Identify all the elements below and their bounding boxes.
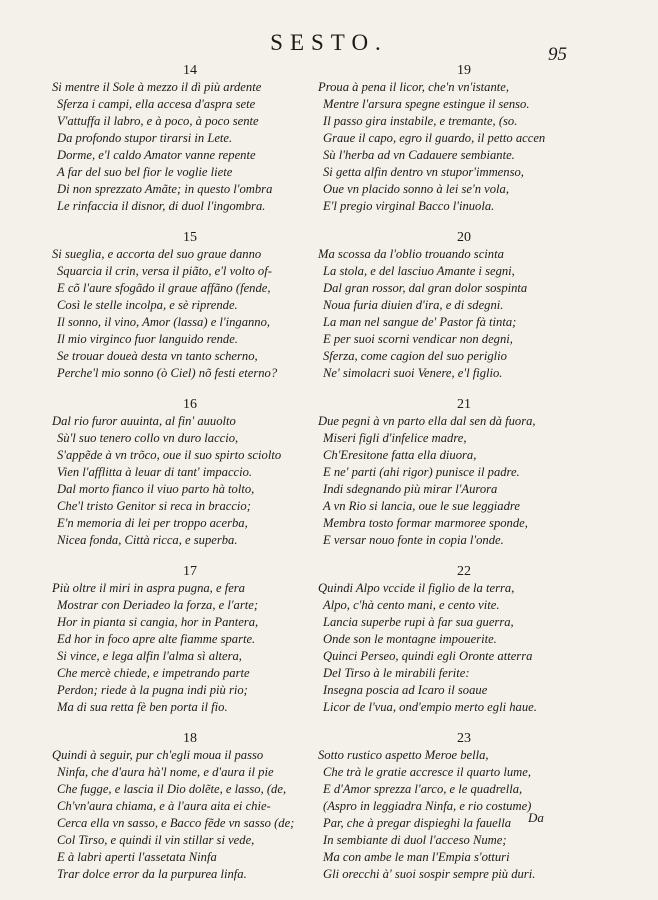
verse-line: E cõ l'aure sfogãdo il graue affãno (fende, [57, 281, 271, 295]
stanza [318, 62, 610, 215]
stanza-gap [52, 382, 328, 396]
verse-line: Ma con ambe le man l'Empia s'otturi [323, 850, 510, 864]
verse-line: Due pegni à vn parto ella dal sen dà fuora, [318, 414, 536, 428]
verse-line: E'n memoria di lei per troppo acerba, [57, 516, 248, 530]
verse-line: Si sueglia, e accorta del suo graue danno [52, 247, 262, 261]
verse-line: Ma di sua retta fè ben porta il fio. [57, 700, 228, 714]
verse-line: Che'l tristo Genitor si reca in braccio; [57, 499, 251, 513]
verse-line: Le rinfaccia il disnor, di duol l'ingombra. [57, 199, 266, 213]
verse-line: Quinci Perseo, quindi egli Oronte atterra [323, 649, 533, 663]
stanza-number: 20 [457, 230, 471, 245]
verse-line: E per suoi scorni vendicar non degni, [323, 332, 513, 346]
verse-line: Il mio virginco fuor languido rende. [57, 332, 238, 346]
verse-line: Proua à pena il licor, che'n vn'istante, [318, 80, 509, 94]
verse-line: Col Tirso, e quindi il vin stillar si vede, [57, 833, 255, 847]
verse-line: Dal morto fianco il viuo parto hà tolto, [57, 482, 255, 496]
verse-line: Quindi Alpo vccide il figlio de la terra, [318, 581, 515, 595]
verse-line: V'attuffa il labro, e à poco, à poco sente [57, 114, 259, 128]
verse-line: Di non sprezzato Amãte; in questo l'ombra [57, 182, 273, 196]
verse-line: Sferza i campi, ella accesa d'aspra sete [57, 97, 256, 111]
stanza-gap [318, 716, 610, 730]
verse-line: Ch'vn'aura chiama, e à l'aura aita ei chie- [57, 799, 271, 813]
stanza-gap [318, 215, 610, 229]
verse-line: Graue il capo, egro il guardo, il petto accen [323, 131, 546, 145]
verse-line: Ninfa, che d'aura hà'l nome, e d'aura il pie [57, 765, 274, 779]
verse-line: Il passo gira instabile, e tremante, (so. [323, 114, 518, 128]
stanza-number: 15 [183, 230, 197, 245]
stanza [52, 62, 328, 215]
verse-line: La man nel sangue de' Pastor fà tinta; [323, 315, 517, 329]
stanza [318, 396, 610, 549]
verse-line: Che trà le gratie accresce il quarto lume, [323, 765, 531, 779]
verse-line: Gli orecchi à' suoi sospir sempre più duri. [323, 867, 536, 881]
verse-line: Sferza, come cagion del suo periglio [323, 349, 507, 363]
verse-line: Alpo, c'hà cento mani, e cento vite. [323, 598, 500, 612]
verse-line: Ch'Eresitone fatta ella diuora, [323, 448, 477, 462]
catchword: Da [528, 810, 544, 825]
verse-line: Cerca ella vn sasso, e Bacco fẽde vn sasso (de; [57, 816, 295, 830]
verse-line: Hor in pianta si cangia, hor in Pantera, [57, 615, 259, 629]
stanza-gap [318, 382, 610, 396]
verse-line: Ed hor in foco apre alte fiamme sparte. [57, 632, 256, 646]
stanza-number: 19 [457, 63, 471, 78]
verse-line: Più oltre il miri in aspra pugna, e fera [52, 581, 245, 595]
verse-line: Dal rio furor auuinta, al fin' auuolto [52, 414, 236, 428]
verse-line: Onde son le montagne impouerite. [323, 632, 497, 646]
verse-line: Perche'l mio sonno (ò Ciel) nõ festi eterno? [57, 366, 278, 380]
page-number: 95 [548, 44, 567, 65]
stanza-gap [318, 549, 610, 563]
stanza [318, 563, 610, 716]
verse-line: E ne' parti (ahi rigor) punisce il padre. [323, 465, 520, 479]
stanza-gap [52, 215, 328, 229]
verse-line: Indi sdegnando più mirar l'Aurora [323, 482, 498, 496]
verse-line: A far del suo bel fior le voglie liete [57, 165, 233, 179]
verse-line: Oue vn placido sonno à lei se'n vola, [323, 182, 509, 196]
verse-line: Così le stelle incolpa, e sè riprende. [57, 298, 238, 312]
verse-line: Par, che à pregar dispieghi la fauella [323, 816, 512, 830]
verse-line: Membra tosto formar marmoree sponde, [323, 516, 528, 530]
stanza-gap [52, 549, 328, 563]
running-head: SESTO. [270, 30, 388, 55]
verse-line: (Aspro in leggiadra Ninfa, e rio costume) [323, 799, 532, 813]
verse-line: Sù'l suo tenero collo vn duro laccio, [57, 431, 239, 445]
left-column [52, 62, 328, 883]
stanza-number: 21 [457, 397, 471, 412]
stanza [318, 730, 610, 883]
verse-line: Perdon; riede à la pugna indi più rio; [57, 683, 248, 697]
stanza-number: 14 [183, 63, 197, 78]
stanza-number: 23 [457, 731, 471, 746]
verse-line: Del Tirso à le mirabili ferite: [323, 666, 470, 680]
stanza-number: 16 [183, 397, 197, 412]
verse-line: E à labri aperti l'assetata Ninfa [57, 850, 217, 864]
verse-line: Se trouar doueà desta vn tanto scherno, [57, 349, 258, 363]
verse-line: Trar dolce error da la purpurea linfa. [57, 867, 247, 881]
verse-line: A vn Rio si lancia, oue le sue leggiadre [323, 499, 520, 513]
verse-line: Si getta alfin dentro vn stupor'immenso, [323, 165, 524, 179]
verse-line: Mostrar con Deriadeo la forza, e l'arte; [57, 598, 259, 612]
verse-line: Che fugge, e lascia il Dio dolẽte, e lasso, (de, [57, 782, 287, 796]
verse-line: Vien l'afflitta à leuar di tant' impaccio. [57, 465, 253, 479]
stanza-number: 17 [183, 564, 197, 579]
verse-line: Sotto rustico aspetto Meroe bella, [318, 748, 489, 762]
verse-line: Dal gran rossor, dal gran dolor sospinta [323, 281, 528, 295]
stanza [52, 563, 328, 716]
stanza [52, 396, 328, 549]
verse-line: Miseri figli d'infelice madre, [323, 431, 467, 445]
stanza [52, 229, 328, 382]
verse-line: Insegna poscia ad Icaro il soaue [323, 683, 488, 697]
verse-line: Si vince, e lega alfin l'alma sì altera, [57, 649, 242, 663]
stanza-gap [52, 716, 328, 730]
stanza-number: 22 [457, 564, 471, 579]
verse-line: Mentre l'arsura spegne estingue il senso. [323, 97, 530, 111]
verse-line: E'l pregio virginal Bacco l'inuola. [323, 199, 495, 213]
verse-line: Ne' simolacri suoi Venere, e'l figlio. [323, 366, 503, 380]
stanza-number: 18 [183, 731, 197, 746]
verse-line: Squarcia il crin, versa il piãto, e'l volto of- [57, 264, 272, 278]
verse-line: La stola, e del lasciuo Amante i segni, [323, 264, 515, 278]
right-column [318, 62, 610, 883]
verse-line: Che mercè chiede, e impetrando parte [57, 666, 250, 680]
verse-line: Lancia superbe rupi à far sua guerra, [323, 615, 514, 629]
verse-line: Licor de l'vua, ond'empio merto egli haue. [323, 700, 537, 714]
verse-line: Il sonno, il vino, Amor (lassa) e l'inganno, [57, 315, 271, 329]
verse-line: E versar nouo fonte in copia l'onde. [323, 533, 504, 547]
verse-line: In sembiante di duol l'acceso Nume; [323, 833, 507, 847]
verse-line: Dorme, e'l caldo Amator vanne repente [57, 148, 256, 162]
stanza [52, 730, 328, 883]
verse-line: S'appẽde à vn trõco, oue il suo spirto sciolto [57, 448, 282, 462]
verse-line: Quindi à seguir, pur ch'egli moua il passo [52, 748, 264, 762]
verse-line: Sù l'herba ad vn Cadauere sembiante. [323, 148, 515, 162]
stanza [318, 229, 610, 382]
verse-line: Ma scossa da l'oblio trouando scinta [318, 247, 504, 261]
verse-line: E d'Amor sprezza l'arco, e le quadrella, [323, 782, 523, 796]
verse-line: Noua furia diuien d'ira, e di sdegni. [323, 298, 504, 312]
verse-line: Nicea fonda, Città ricca, e superba. [57, 533, 238, 547]
verse-line: Si mentre il Sole à mezzo il dì più ardente [52, 80, 262, 94]
verse-line: Da profondo stupor tirarsi in Lete. [57, 131, 233, 145]
